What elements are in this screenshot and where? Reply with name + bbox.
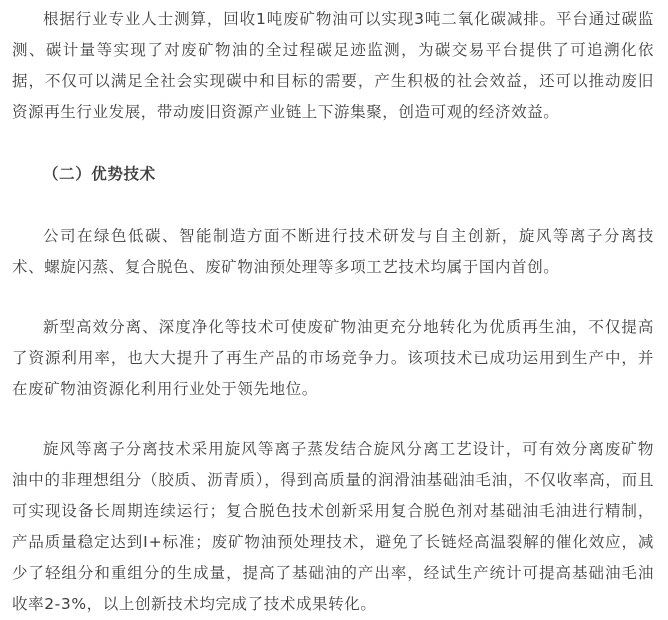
paragraph-innovation: 公司在绿色低碳、智能制造方面不断进行技术研发与自主创新，旋风等离子分离技术、螺旋闪蒸、复合脱色、废矿物油预处理等多项工艺技术均属于国内首创。 bbox=[12, 227, 654, 276]
section-heading: （二）优势技术 bbox=[43, 165, 156, 183]
paragraph-spacer bbox=[12, 190, 654, 221]
paragraph-separation-purification: 新型高效分离、深度净化等技术可使废矿物油更充分地转化为优质再生油，不仅提高了资源利用率，也大大提升了再生产品的市场竞争力。该项技术已成功运用到生产中，并在废矿物油资源化利用行业处于领先地位。 bbox=[12, 318, 654, 398]
paragraph-carbon-reduction: 根据行业专业人士测算，回收1吨废矿物油可以实现3吨二氧化碳减排。平台通过碳监测、碳计量等实现了对废矿物油的全过程碳足迹监测，为碳交易平台提供了可追溯化依据，不仅可以满足全社会实现碳中和目标的需要，产生积极的社会效益，还可以推动废旧资源再生行业发展，带动废旧资源产业链上下游集聚，创造可观的经济效益。 bbox=[12, 10, 654, 121]
paragraph-spacer bbox=[12, 405, 654, 434]
paragraph-spacer bbox=[12, 283, 654, 312]
paragraph-technology-details: 旋风等离子分离技术采用旋风等离子蒸发结合旋风分离工艺设计，可有效分离废矿物油中的非理想组分（胶质、沥青质），得到高质量的润滑油基础油毛油，不仅收率高，而且可实现设备长周期连续运行；复合脱色技术创新采用复合脱色剂对基础油毛油进行精制，产品质量稳定达到Ⅰ+标准；废矿物油预处理技术，避免了长链烃高温裂解的催化效应，减少了轻组分和重组分的生成量，提高了基础油的产出率，经试生产统计可提高基础油毛油收率2-3%，以上创新技术均完成了技术成果转化。 bbox=[12, 440, 654, 613]
paragraph-spacer bbox=[12, 128, 654, 159]
